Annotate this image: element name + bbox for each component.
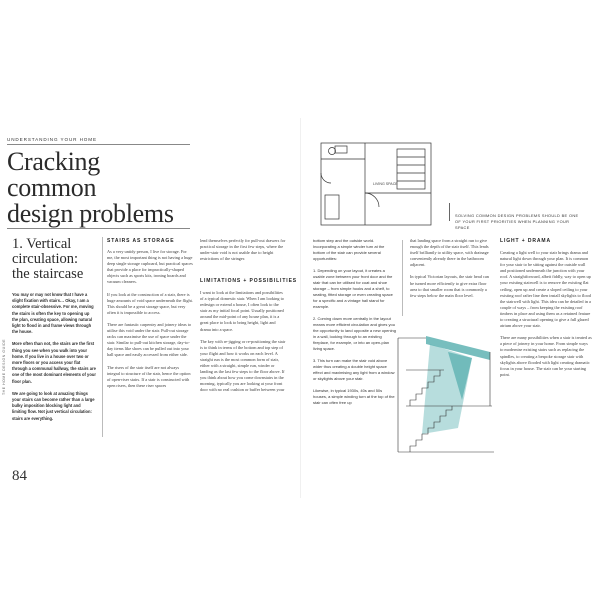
section-heading-line: the staircase xyxy=(12,266,84,282)
list-item: 3. This turn can make the stair void above wider thus creating a double height space effect and maximising any light from a window or skylights above your stair. xyxy=(313,358,395,381)
page-title xyxy=(7,149,207,227)
lead-paragraph: You may or may not know that I have a slight fixation with stairs… Okay, I am a complete stair-obsessive. For me, moving the stairs is often the key to opening up the plan, creating space, allowing natural light to flood in and frame views through the house. xyxy=(12,292,94,335)
lead-paragraph: More often than not, the stairs are the first thing you see when you walk into your home. If you live in a house over two or more floors or you access your flat through a communal hallway, the stairs are one of the most dominant elements of your floor plan. xyxy=(12,341,96,384)
column-1 xyxy=(107,249,193,395)
body-paragraph: that landing space from a straight run to give enough the depth of the stair itself. This lends itself brilliantly to utility space, with drainage conveniently already there in the bathroom adjacent. xyxy=(410,238,489,268)
side-label: THE HOME DESIGN GUIDE xyxy=(2,338,6,395)
title-rule xyxy=(7,228,190,229)
heading-light-drama: LIGHT + DRAMA xyxy=(500,238,552,244)
body-paragraph: The key with re-jigging or re-positioning the stair is to think in terms of the bottom and top step of your flight and how it works on each level. A straight run is the most common form of stair, either with a straight, simple run, winder or landing as the last few steps to the floor above. If you think about how you come downstairs in the morning, typically you are looking at your front door with no real cushion or buffer between your xyxy=(200,338,286,393)
body-paragraph: The risers of the stair itself are not always integral to structure of the stair, hence the option of open-riser stairs. If a stair is constructed with open risers, then these riser spaces xyxy=(107,364,191,388)
heading-stairs-storage: STAIRS AS STORAGE xyxy=(107,238,175,244)
heading-limitations: LIMITATIONS + POSSIBILITIES xyxy=(200,278,298,284)
caption: SOLVING COMMON DESIGN PROBLEMS SHOULD BE ONE OF YOUR FIRST PRIORITIES WHEN PLANNING YOUR SPACE xyxy=(455,213,579,230)
body-paragraph: I want to look at the limitations and possibilities of a typical domestic stair. When I am looking to redesign or extend a house, I often look to the stair as my initial focal point. Usually positioned around the mid-point of any house plan, it is a great place to look to bring height, light and drama into a space. xyxy=(200,290,284,332)
title-line: Cracking xyxy=(7,147,100,176)
body-paragraph: In typical Victorian layouts, the stair head can be turned more efficiently to give extra floor area to that smaller room that is commonly a few steps below the main floor level. xyxy=(410,274,489,298)
section-label: UNDERSTANDING YOUR HOME xyxy=(7,137,97,142)
lead-paragraph: We are going to look at amazing things your stairs can become rather than a large bulky imposition blocking light and limiting flow. Not just vertical circulation: stairs are everything. xyxy=(12,390,95,421)
page-number: 84 xyxy=(12,468,27,484)
list-item: 2. Coming down more centrally in the layout means more efficient circulation and gives you the opportunity to land opposite a new opening in a wall, looking through to an existing fireplace, for example, or into an open-plan living space. xyxy=(313,316,396,351)
list-item: 1. Depending on your layout, it creates a usable zone between your front door and the stair that can be utilised for coat and shoe storage – from simple hooks and a shelf, to seating, fitted storage or even creating space for a specific and a vintage hall stand for example. xyxy=(313,268,393,309)
section-heading xyxy=(12,237,96,282)
page-gutter xyxy=(300,118,301,498)
title-line: common xyxy=(7,173,97,202)
body-paragraph: Likewise, in typical 1930s, 40s and 50s houses, a simple winding turn at the top of the stair can often free up xyxy=(313,388,395,405)
caption-rule xyxy=(449,203,450,221)
column-3 xyxy=(313,238,397,412)
column-5 xyxy=(500,250,592,384)
body-paragraph: There are many possibilities when a stair is treated as a piece of joinery in your home. From simple ways to modernise existing stairs such as replacing the spindles, to creating a bespoke storage stair with skylights above flooded with light creating dramatic focus in your house. The stair can be your starting point. xyxy=(500,335,592,377)
lead-text xyxy=(12,292,96,428)
column-divider xyxy=(402,240,403,316)
body-paragraph: There are fantastic carpentry and joinery ideas to utilise this void under the stair. Pull-out storage racks can maximise the use of space under the stair. Similar to pull-out kitchen storage, day-to-day items like shoes can be pulled out into your hall space and easily accessed from either side. xyxy=(107,321,192,358)
column-2 xyxy=(200,238,286,268)
stair-section-drawing xyxy=(392,330,500,455)
top-rule xyxy=(7,144,190,145)
title-line: design problems xyxy=(7,199,174,228)
column-4 xyxy=(410,238,492,305)
body-paragraph: Creating a light well to your stair brings drama and natural light down through your plan. It is common for your stair to be sitting against the outside wall and positioned underneath the junction with your roof. A straightforward, albeit fiddly, way to open up your existing stairwell is to remove the existing flat ceiling, open up and create a sloped ceiling to your existing roof rafter line then install skylights to flood the stairwell with light. This idea can be detailed in a couple of ways – from keeping the existing roof timbers in place and using them as a retained feature to creating a structural opening to give a full glazed atrium above your stair. xyxy=(500,250,591,329)
body-paragraph: lend themselves perfectly for pull-out drawers for practical storage in the first few steps, where the under-stair void is not usable due to height restrictions of the stringer. xyxy=(200,238,286,262)
body-paragraph: bottom step and the outside world. Incorporating a simple winder turn at the bottom of the stair can provide several opportunities: xyxy=(313,238,385,261)
column-2-body xyxy=(200,290,286,400)
floor-plan-drawing xyxy=(313,133,443,231)
body-paragraph: If you look at the construction of a stair, there is huge amounts of void space underneath the flight. This should be a great storage space, but very often it is impossible to access. xyxy=(107,291,193,315)
section-heading-line: circulation: xyxy=(12,251,79,267)
plan-label: LIVING SPACE xyxy=(373,182,398,186)
column-divider xyxy=(102,237,103,437)
body-paragraph: As a very untidy person, I live for storage. For me, the most important thing is not having a huge deep single storage cupboard, but practical spaces that provide a place for impractically-shaped objects such as sports kits, ironing boards and vacuum cleaners. xyxy=(107,249,193,285)
section-heading-line: 1. Vertical xyxy=(12,236,72,252)
